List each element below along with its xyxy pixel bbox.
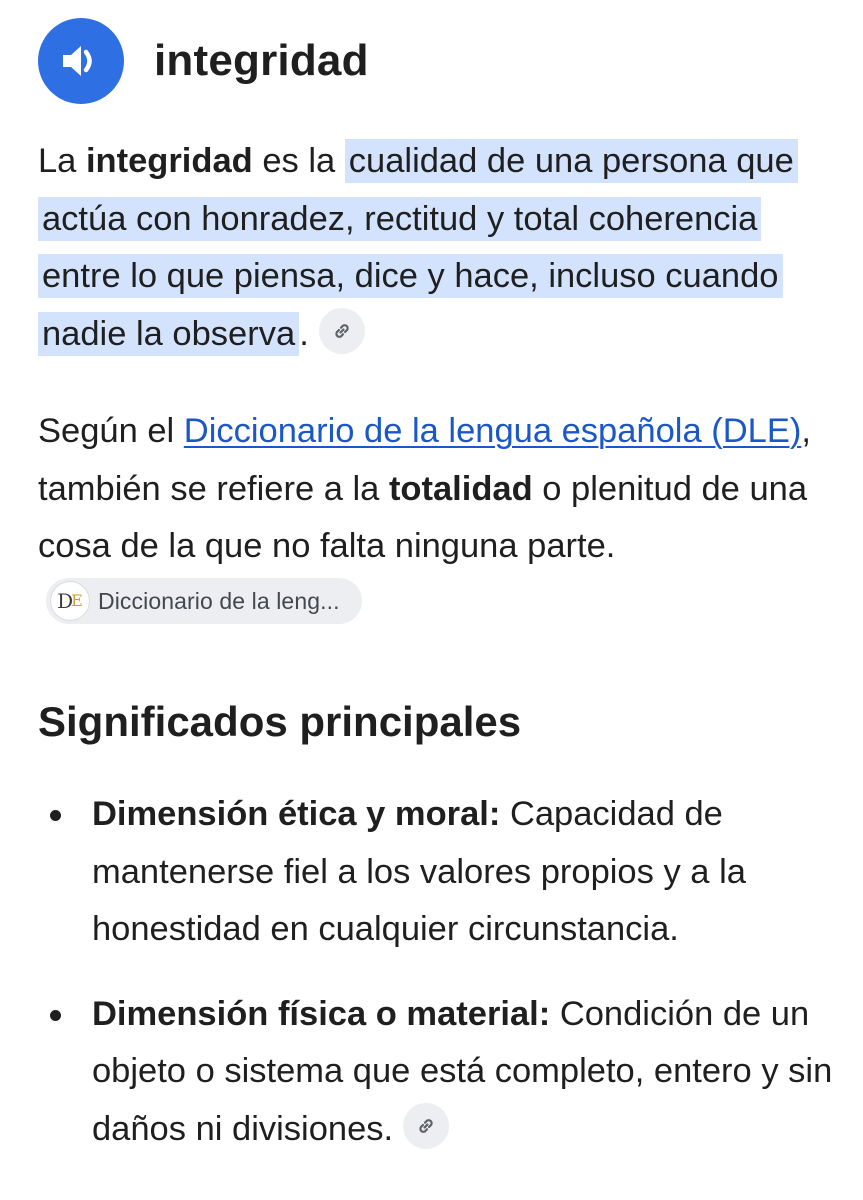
dle-text-end: o plenitud de una cosa de la que no falta ninguna parte.: [38, 469, 808, 565]
pronunciation-button[interactable]: [38, 18, 124, 104]
bullet-icon: [50, 1010, 61, 1021]
list-item-text: Capacidad de mantenerse fiel a los valores propios y a la honestidad en cualquier circunstancia.: [92, 795, 746, 948]
highlighted-definition[interactable]: cualidad de una persona que actúa con honradez, rectitud y total coherencia entre lo que piensa, dice y hace, incluso cuando nadie la observa: [38, 139, 798, 356]
bullet-icon: [50, 810, 61, 821]
section-heading: Significados principales: [38, 698, 522, 745]
dle-link[interactable]: Diccionario de la lengua española (DLE): [183, 412, 802, 450]
citation-link-button[interactable]: [319, 308, 365, 354]
definition-text-end: .: [299, 314, 309, 353]
meanings-list: [38, 786, 838, 1158]
definition-text-start: La: [38, 142, 86, 180]
dle-text-start: Según el: [38, 412, 184, 450]
source-chip-label: Diccionario de la leng...: [98, 587, 340, 614]
definition-paragraph: [38, 133, 828, 363]
term-title: integridad: [154, 36, 369, 85]
word-header: [38, 18, 369, 104]
definition-bold-term: integridad: [85, 142, 253, 180]
list-item: [38, 786, 838, 959]
list-item-title: Dimensión ética y moral:: [92, 795, 501, 833]
definition-text-middle: es la: [252, 142, 345, 180]
link-icon: [415, 1098, 437, 1156]
list-item: [38, 986, 838, 1159]
speaker-volume-icon: [59, 39, 103, 83]
dle-logo-icon: D E: [50, 581, 90, 621]
dle-bold-term: totalidad: [388, 469, 533, 508]
list-item-text: Condición de un objeto o sistema que está completo, entero y sin daños ni divisiones.: [92, 994, 833, 1148]
citation-link-button[interactable]: [403, 1103, 449, 1149]
link-icon: [331, 303, 353, 361]
list-item-title: Dimensión física o material:: [92, 994, 551, 1033]
dle-text-middle: , también se refiere a la: [38, 412, 811, 508]
dle-paragraph: [38, 403, 828, 633]
source-chip[interactable]: [46, 578, 362, 624]
